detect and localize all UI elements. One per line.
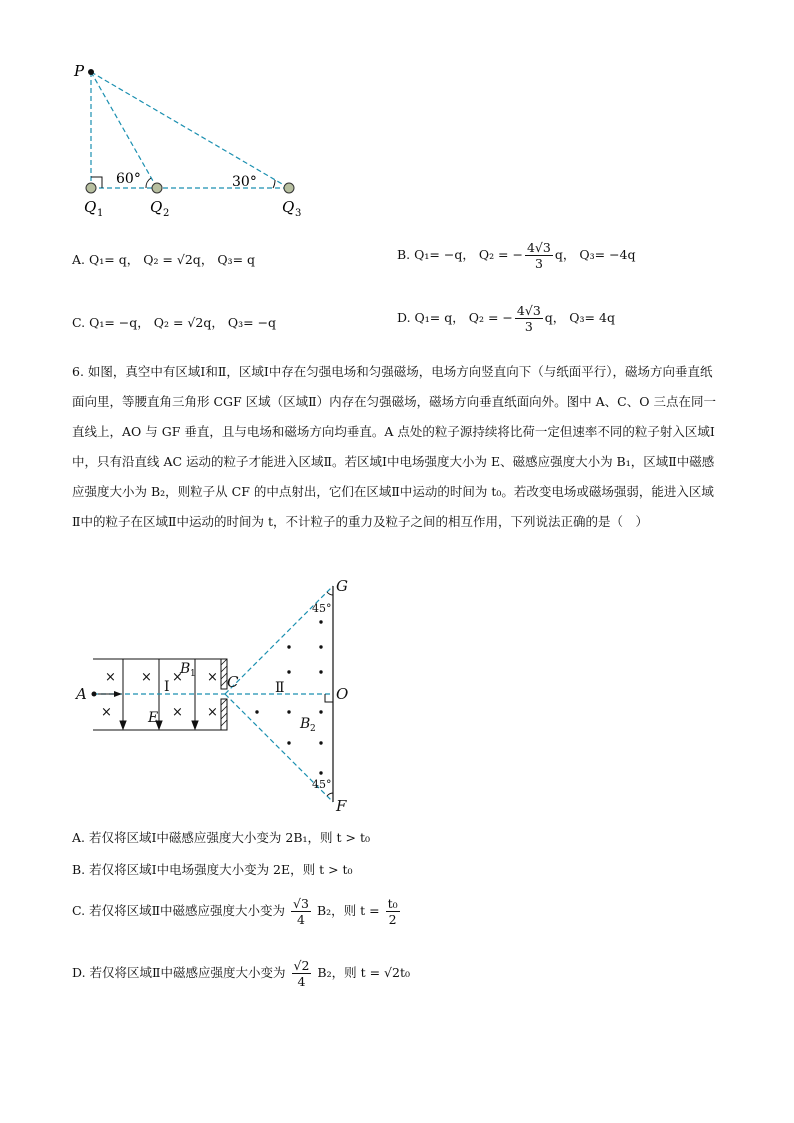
dot-mark [287, 645, 290, 648]
velocity-arrow-head [114, 691, 122, 697]
q5-option-c-letter: C. [72, 315, 86, 330]
q5-option-b-sep: ， [562, 247, 576, 262]
q6-option-d[interactable] [72, 958, 410, 989]
q5-option-b-q1: Q₁= −q， [414, 247, 475, 262]
q5-option-b-num: 4√3 [526, 240, 551, 255]
q6-option-c-result-fraction [386, 896, 400, 927]
q6-option-d-num: √2 [293, 958, 310, 973]
q5-option-b-q2-suffix: q [554, 247, 563, 262]
cross-mark: × [207, 670, 218, 685]
q5-option-a[interactable] [72, 250, 255, 268]
q6-option-c-mid: B₂，则 t = [316, 903, 380, 918]
label-region-1: Ⅰ [164, 679, 170, 695]
q6-option-d-fraction [292, 958, 312, 989]
q6-stem: 6. 如图，真空中有区域Ⅰ和Ⅱ，区域Ⅰ中存在匀强电场和匀强磁场，电场方向竖直向下（与纸面平行），磁场方向垂直纸面向里，等腰直角三角形 CGF 区域（区域Ⅱ）内存在匀强磁场，磁场方向垂直纸面向外。图中 A、C、O 三点在同一直线上，AO 与 GF 垂直，且与电场和磁场方向均垂直。A 点处的粒子源持续将比荷一定但速率不同的粒子射入区域Ⅰ中，只有沿直线 AC 运动的粒子才能进入区域Ⅱ。若区域Ⅰ中电场强度大小为 E、磁感应强度大小为 B₁，区域Ⅱ中磁感应强度大小为 B₂，则粒子从 CF 的中点射出，它们在区域Ⅱ中运动的时间为 t₀。若改变电场或磁场强弱，能进入区域Ⅱ中的粒子在区域Ⅱ中运动的时间为 t，不计粒子的重力及粒子之间的相互作用，下列说法正确的是（ ） [72, 364, 716, 529]
label-b2: B [300, 716, 311, 732]
q5-option-d-num: 4√3 [516, 303, 541, 318]
q5-option-c-q3: Q₃= −q [227, 315, 277, 330]
triangle-charges-figure [60, 55, 320, 225]
q5-option-b[interactable] [397, 240, 636, 271]
label-q1-sub: 1 [97, 208, 104, 219]
label-o: O [336, 685, 349, 703]
q6-option-c[interactable] [72, 896, 402, 927]
label-b1-sub: 1 [190, 669, 196, 679]
q5-option-d-q3: Q₃= 4q [569, 310, 615, 325]
dot-mark [319, 771, 322, 774]
charge-q2 [152, 183, 162, 193]
cross-mark: × [207, 705, 218, 720]
hatch [221, 659, 227, 665]
e-field-arrow-3 [192, 721, 198, 729]
q6-option-c-den: 4 [297, 912, 305, 927]
q5-option-d-den: 3 [524, 319, 533, 334]
label-q1: Q [84, 198, 97, 216]
dot-mark [319, 670, 322, 673]
q5-option-c[interactable] [72, 313, 276, 331]
q6-option-c-fraction [291, 896, 311, 927]
q6-option-d-mid: B₂，则 t = √2t₀ [317, 965, 410, 980]
cross-mark: × [141, 670, 152, 685]
dot-mark [255, 710, 258, 713]
q6-option-b[interactable]: B. 若仅将区域Ⅰ中电场强度大小变为 2E，则 t > t₀ [72, 862, 353, 877]
q5-option-d-q2-suffix: q [544, 310, 553, 325]
q6-option-c-prefix: C. 若仅将区域Ⅱ中磁感应强度大小变为 [72, 903, 286, 918]
q5-option-b-fraction [525, 240, 553, 271]
dot-mark [319, 710, 322, 713]
q5-option-d-letter: D. [397, 310, 411, 325]
label-b1: B [180, 661, 191, 677]
label-a: A [76, 685, 87, 703]
q6-option-c-res-den: 2 [388, 912, 397, 927]
cross-mark: × [101, 705, 112, 720]
label-region-2: Ⅱ [275, 680, 285, 696]
q5-option-c-sep: ， [211, 315, 224, 330]
q5-option-b-q3: Q₃= −4q [579, 247, 636, 262]
dot-mark [287, 741, 290, 744]
cross-mark: × [105, 670, 116, 685]
label-angle-top: 45° [312, 602, 332, 615]
label-q3: Q [282, 198, 295, 216]
q5-option-a-sep: ， [200, 252, 214, 267]
label-angle-30: 30° [232, 174, 257, 190]
dot-mark [319, 741, 322, 744]
hatch [221, 706, 227, 712]
q6-option-a[interactable]: A. 若仅将区域Ⅰ中磁感应强度大小变为 2B₁，则 t > t₀ [72, 830, 370, 845]
hatch [221, 666, 227, 672]
q5-option-d-sep: ， [552, 310, 566, 325]
hatch [221, 713, 227, 719]
label-c: C [227, 673, 239, 691]
q5-option-c-q2: Q₂ = √2q [153, 315, 212, 330]
q5-option-d-fraction [515, 303, 543, 334]
q5-option-a-letter: A. [72, 252, 86, 267]
point-p-dot [88, 69, 94, 75]
charge-q1 [86, 183, 96, 193]
label-e: E [148, 710, 159, 726]
right-angle-mark-o [325, 694, 333, 702]
cross-mark: × [172, 705, 183, 720]
q5-option-a-q3: Q₃= q [217, 252, 256, 267]
q5-option-b-den: 3 [534, 256, 543, 271]
field-regions-figure [70, 575, 360, 815]
q6-option-d-den: 4 [297, 974, 306, 989]
label-angle-bottom: 45° [312, 778, 332, 791]
dot-mark [319, 620, 322, 623]
label-p: P [74, 62, 85, 80]
hatch [221, 699, 227, 705]
source-a-dot [92, 692, 97, 697]
charge-q3 [284, 183, 294, 193]
q5-option-d-q2-prefix: Q₂ = − [468, 310, 513, 325]
e-field-arrow-1 [120, 721, 126, 729]
q5-option-d-q1: Q₁= q， [414, 310, 465, 325]
cross-mark: × [172, 670, 183, 685]
q5-option-b-q2-prefix: Q₂ = − [478, 247, 523, 262]
angle-arc-bottom [327, 793, 333, 796]
label-q2-sub: 2 [163, 208, 170, 219]
label-angle-60: 60° [116, 171, 141, 187]
label-g: G [336, 577, 348, 595]
label-q3-sub: 3 [295, 208, 302, 219]
dot-mark [319, 645, 322, 648]
label-b2-sub: 2 [310, 724, 316, 734]
label-f: F [336, 797, 347, 815]
dot-mark [287, 710, 290, 713]
label-q2: Q [150, 198, 163, 216]
q6-option-c-res-num: t₀ [387, 896, 398, 911]
dot-mark [287, 670, 290, 673]
hatch [221, 720, 227, 726]
angle-arc-60 [146, 178, 151, 188]
q6-option-d-prefix: D. 若仅将区域Ⅱ中磁感应强度大小变为 [72, 965, 286, 980]
q5-option-a-q1: Q₁= q， [89, 252, 140, 267]
angle-arc-top [327, 592, 333, 595]
angle-arc-30 [273, 180, 275, 188]
q5-option-c-q1: Q₁= −q， [89, 315, 150, 330]
q5-option-b-letter: B. [397, 247, 411, 262]
q5-option-d[interactable] [397, 303, 615, 334]
q6-option-c-num: √3 [293, 896, 309, 911]
q5-option-a-q2: Q₂ = √2q [143, 252, 201, 267]
